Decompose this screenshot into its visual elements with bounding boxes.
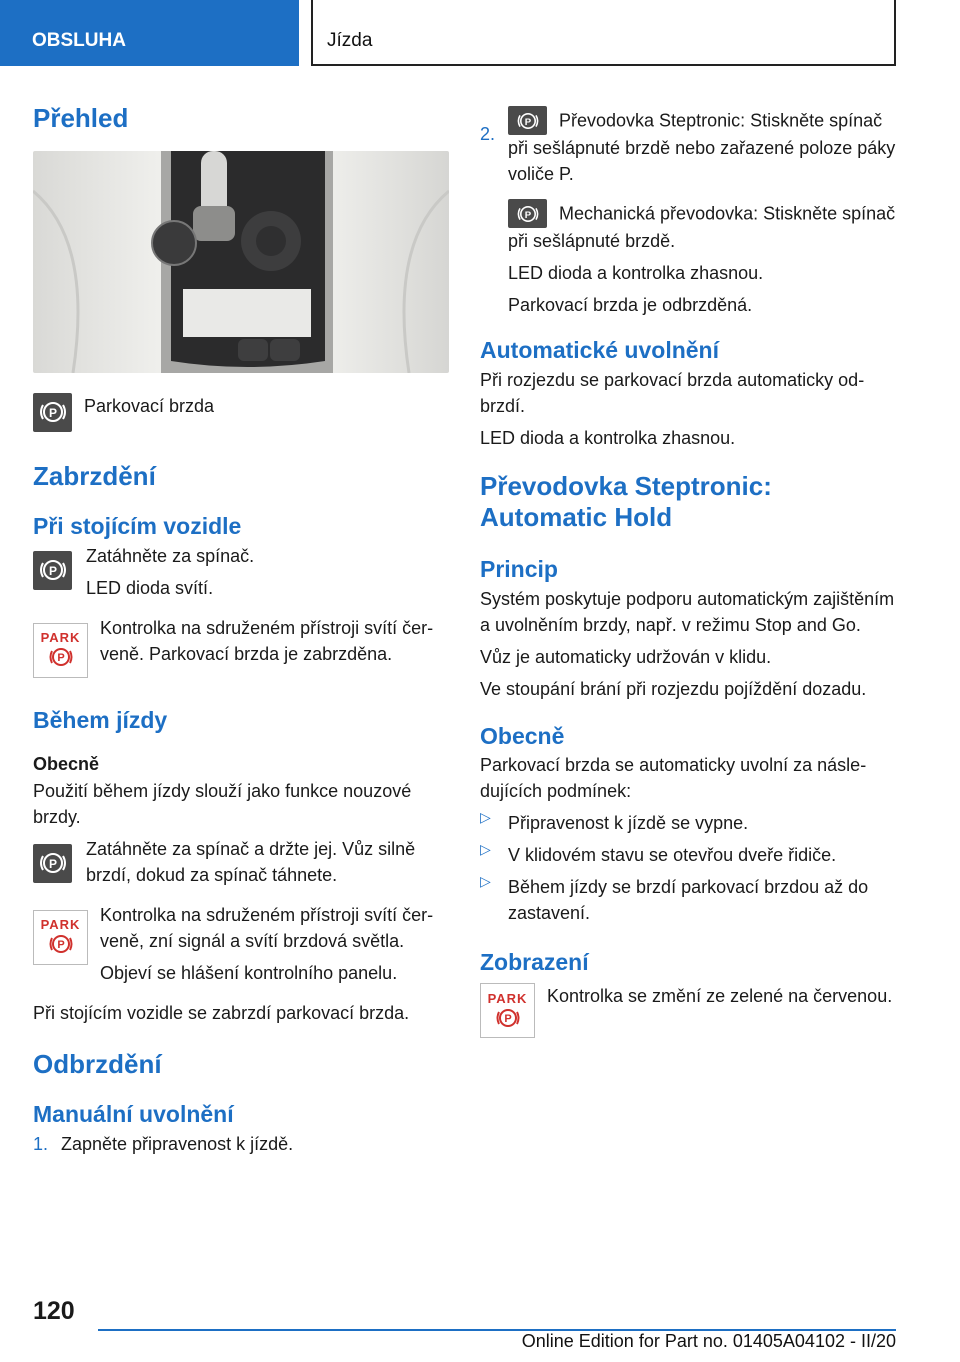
step2-text — [508, 106, 898, 187]
jizda-step1: Zatáhněte za spínač a držte jej. Vůz silně brzdí, dokud za spínač táhnete. — [86, 838, 416, 885]
step2-row — [480, 106, 898, 318]
step2-manual — [508, 199, 898, 254]
step-number-2: 2. — [480, 124, 496, 144]
svg-text:P: P — [48, 857, 57, 872]
stojici-park-text: Kontrolka na sdruženém přístroji svítí červeně. Parkovací brzda je zabrzděna. — [100, 617, 434, 664]
photo-caption: Parkovací brzda — [84, 395, 215, 416]
park-lamp-label: PARK — [40, 630, 81, 646]
heading-prehled: Přehled — [33, 103, 129, 133]
obecne-right-text: Parkovací brzda se automaticky uvolní za následujících podmínek: — [480, 755, 867, 802]
manual-step1-text: Zapněte připravenost k jízdě. — [61, 1134, 294, 1155]
auto-text: Při rozjezdu se parkovací brzda automaticky odbrzdí. — [480, 369, 865, 416]
step2-text-body: Převodovka Steptronic: Stiskněte spínač při sešlápnuté brzdě nebo zařazené poloze páky voliče P. — [508, 110, 896, 184]
list-item — [480, 874, 898, 926]
conditions-list — [480, 810, 898, 926]
auto-led: LED dioda a kontrolka zhasnou. — [480, 427, 736, 448]
obecne-left-text: Použití během jízdy slouží jako funkce nouzové brzdy. — [33, 780, 412, 827]
bullet-text: V klidovém stavu se otevřou dveře řidiče. — [508, 845, 837, 866]
step2-led: LED dioda a kontrolka zhasnou. — [508, 263, 764, 283]
page-header — [0, 0, 960, 66]
heading-jizda: Během jízdy — [33, 706, 168, 733]
list-item — [480, 842, 898, 868]
svg-text:P: P — [503, 1012, 512, 1025]
jizda-park-text2: Objeví se hlášení kontrolního panelu. — [100, 962, 398, 983]
section-tab: OBSLUHA — [0, 0, 299, 66]
bullet-triangle-icon: ▷ — [480, 809, 491, 826]
park-lamp-label: PARK — [40, 917, 81, 933]
heading-auto: Automatické uvolnění — [480, 337, 719, 363]
bullet-text: Během jízdy se brzdí parkovací brzdou až do zastavení. — [508, 877, 869, 924]
right-column — [480, 96, 898, 1038]
step2-manual-body: Mechanická převodovka: Stiskněte spínač při sešlápnuté brzdě. — [508, 203, 896, 251]
zobrazeni-row — [480, 983, 898, 1038]
princip-text2: Vůz je automaticky udržován v klidu. — [480, 646, 772, 667]
heading-stojici: Při stojícím vozidle — [33, 513, 242, 539]
bullet-triangle-icon: ▷ — [480, 841, 491, 858]
stojici-step2: LED dioda svítí. — [86, 577, 214, 598]
heading-obecne-right: Obecně — [480, 722, 565, 749]
svg-text:P: P — [56, 652, 65, 665]
manual-step1 — [33, 1131, 449, 1157]
park-lamp-label: PARK — [487, 990, 528, 1006]
chapter-title: Jízda — [311, 0, 896, 66]
heading-odbrzdeni: Odbrzdění — [33, 1048, 162, 1079]
svg-text:P: P — [524, 209, 531, 221]
bullet-text: Připravenost k jízdě se vypne. — [508, 813, 749, 834]
edition-text: Online Edition for Part no. 01405A04102 - II/20 — [521, 1331, 896, 1351]
park-warning-lamp-icon — [480, 983, 535, 1038]
heading-manual: Manuální uvolnění — [33, 1101, 234, 1128]
parking-brake-switch-icon — [33, 551, 72, 590]
stojici-park-row — [33, 615, 449, 678]
park-warning-lamp-icon — [33, 623, 88, 678]
parking-brake-photo — [33, 151, 449, 373]
step2-result: Parkovací brzda je odbrzděná. — [508, 295, 753, 315]
svg-text:P: P — [524, 116, 531, 128]
parking-brake-switch-icon — [508, 106, 547, 135]
subheading-obecne-left: Obecně — [33, 753, 100, 774]
page-number: 120 — [33, 1297, 75, 1325]
caption-row — [33, 393, 449, 432]
svg-text:P: P — [56, 939, 65, 952]
parking-brake-switch-icon — [508, 199, 547, 228]
stojici-step1: Zatáhněte za spínač. — [86, 545, 255, 566]
parking-brake-switch-icon — [33, 844, 72, 883]
heading-zobrazeni: Zobrazení — [480, 949, 589, 976]
stojici-step-row — [33, 543, 449, 601]
svg-text:P: P — [48, 564, 57, 579]
list-item — [480, 810, 898, 836]
jizda-final: Při stojícím vozidle se zabrzdí parkovací brzda. — [33, 1002, 410, 1023]
jizda-park-row — [33, 902, 449, 986]
zobrazeni-text: Kontrolka se změní ze zelené na červenou. — [547, 986, 893, 1006]
parking-brake-switch-icon — [33, 393, 72, 432]
heading-princip: Princip — [480, 555, 558, 582]
heading-automatic-hold: Převodovka Steptronic: Automatic Hold — [480, 470, 772, 532]
bullet-triangle-icon: ▷ — [480, 873, 491, 890]
jizda-park-text: Kontrolka na sdruženém přístroji svítí červeně, zní signál a svítí brzdová světla. — [100, 904, 434, 951]
step-number-1: 1. — [33, 1134, 49, 1155]
princip-text3: Ve stoupání brání při rozjezdu pojíždění dozadu. — [480, 678, 867, 699]
svg-text:P: P — [48, 406, 57, 420]
heading-zabrzdeni: Zabrzdění — [33, 460, 156, 491]
park-warning-lamp-icon — [33, 910, 88, 965]
princip-text: Systém poskytuje podporu automatickým zajištěním a uvolněním brzdy, např. v režimu Stop and Go. — [480, 588, 895, 635]
jizda-step-row — [33, 836, 449, 888]
left-column — [33, 96, 449, 1157]
